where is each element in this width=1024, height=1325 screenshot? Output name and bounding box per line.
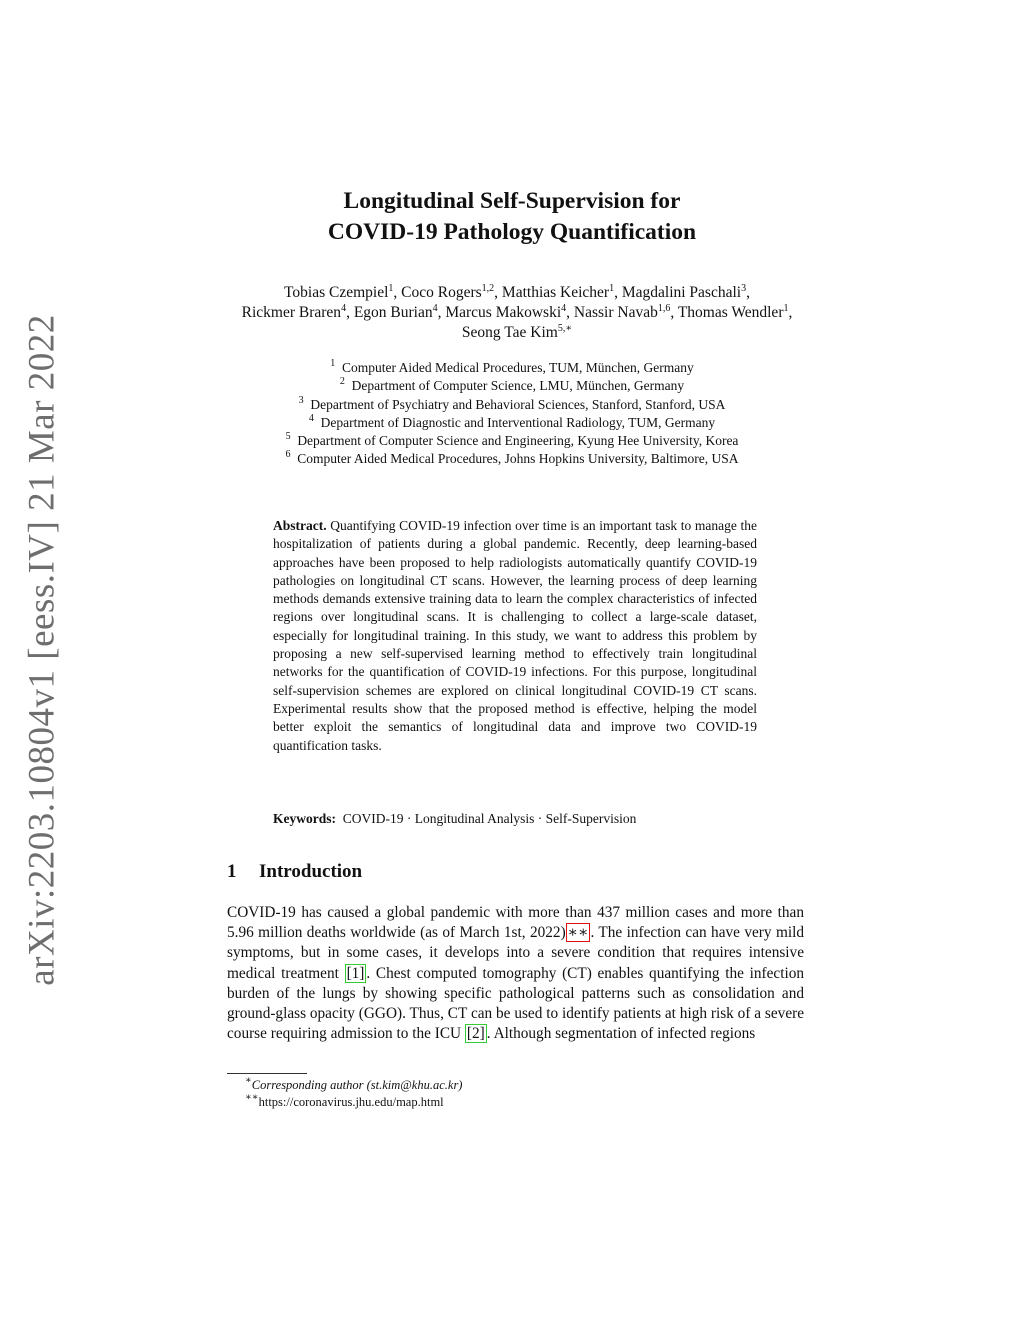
footnote-divider (227, 1073, 307, 1074)
arxiv-identifier: arXiv:2203.10804v1 [eess.IV] 21 Mar 2022 (21, 314, 63, 986)
author: Thomas Wendler$^1$, (677, 303, 793, 321)
abstract-label: Abstract. (273, 518, 327, 533)
abstract (273, 517, 757, 755)
author-list (222, 283, 812, 343)
author: Nassir Navab$^{1,6}$, (573, 303, 678, 321)
affiliation: $^4$ Department of Diagnostic and Interventional Radiology, TUM, Germany (308, 412, 716, 430)
section-heading (227, 861, 362, 883)
affiliation: $^2$ Department of Computer Science, LMU, München, Germany (339, 376, 685, 394)
keywords (273, 810, 757, 828)
author: Magdalini Paschali$^3$, (621, 283, 750, 301)
author: Tobias Czempiel$^1$, (284, 283, 402, 301)
section-title: Introduction (259, 861, 363, 882)
affiliation: $^3$ Department of Psychiatry and Behavioral Sciences, Stanford, Stanford, USA (298, 394, 726, 412)
abstract-text: Quantifying COVID-19 infection over time is an important task to manage the hospitalization of patients during a global pandemic. Recently, deep learning-based approaches have been proposed to help radiologists automatically quantify COVID-19 pathologies on longitudinal CT scans. However, the learning process of deep learning methods demands extensive training data to learn the complex characteristics of infected regions over longitudinal scans. It is challenging to collect a large-scale dataset, especially for longitudinal training. In this study, we want to address this problem by proposing a new self-supervised learning method to effectively train longitudinal networks for the quantification of COVID-19 infections. For this purpose, longitudinal self-supervision schemes are explored on clinical longitudinal COVID-19 CT scans. Experimental results show that the proposed method is effective, helping the model better exploit the semantics of longitudinal data and improve two COVID-19 quantification tasks. (273, 518, 757, 753)
affiliation: $^5$ Department of Computer Science and Engineering, Kyung Hee University, Korea (285, 431, 739, 449)
author: Coco Rogers$^{1,2}$, (401, 283, 502, 301)
author: Egon Burian$^4$, (353, 303, 446, 321)
author: Rickmer Braren$^4$, (241, 303, 354, 321)
footnotes (245, 1077, 462, 1111)
author: Marcus Makowski$^4$, (445, 303, 574, 321)
title-line-1: Longitudinal Self-Supervision for (343, 188, 681, 214)
author: Seong Tae Kim$^{5,∗}$ (461, 323, 573, 341)
title-line-2: COVID-19 Pathology Quantification (327, 219, 697, 245)
citation-link-2[interactable]: [2] (466, 1025, 485, 1043)
paper-title (0, 186, 1024, 248)
affiliation: $^1$ Computer Aided Medical Procedures, TUM, München, Germany (330, 358, 694, 375)
citation-link-1[interactable]: [1] (346, 964, 365, 982)
affiliation-list (0, 359, 1024, 469)
intro-paragraph: COVID-19 has caused a global pandemic with more than 437 million cases and more than 5.96 million deaths worldwide (as of March 1st, 2022) ∗∗ . The infection can have very mild symptoms, but in some cases, it develops into a severe condition that requires intensive medical treatment [1] . Chest computed tomography (CT) enables quantifying the infection burden of the lungs by showing specific pathological patterns such as consolidation and ground-glass opacity (GGO). Thus, CT can be used to identify patients at high risk of a severe course requiring admission to the ICU [2] . Although segmentation of infected regions (227, 904, 804, 1043)
keywords-label: Keywords: (273, 811, 336, 826)
affiliation: $^6$ Computer Aided Medical Procedures, Johns Hopkins University, Baltimore, USA (285, 449, 739, 467)
section-number: 1 (227, 861, 237, 882)
keywords-text: COVID-19 · Longitudinal Analysis · Self-Supervision (342, 811, 637, 826)
author: Matthias Keicher$^1$, (501, 283, 622, 301)
footnote: ∗∗https://coronavirus.jhu.edu/map.html (245, 1092, 444, 1109)
footnote: ∗Corresponding author (st.kim@khu.ac.kr) (245, 1075, 463, 1092)
footnote-link[interactable]: ∗∗ (567, 924, 589, 942)
